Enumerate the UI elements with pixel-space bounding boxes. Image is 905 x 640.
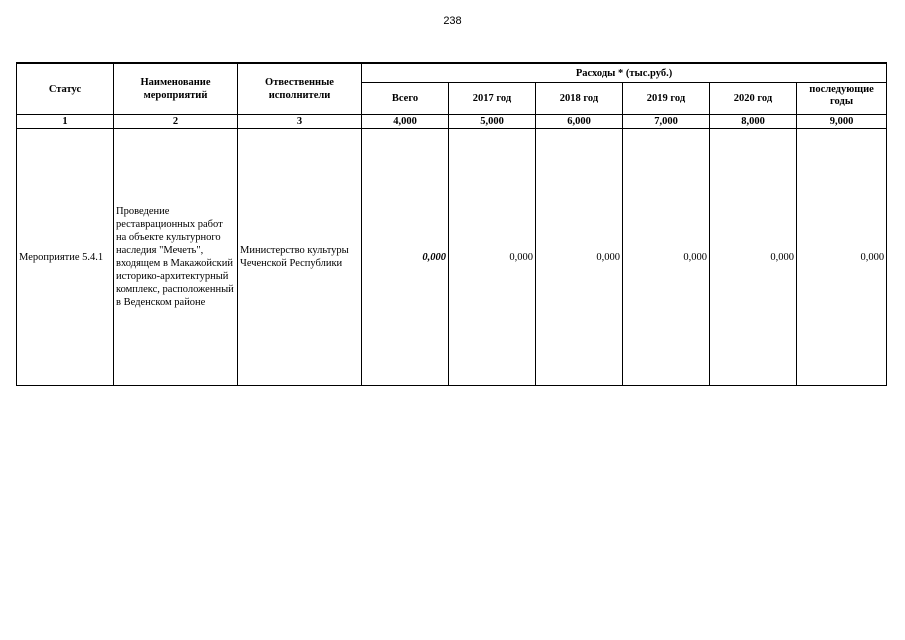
header-status: Статус xyxy=(17,63,114,115)
table-row xyxy=(17,129,887,386)
header-next-years-text: последующие годы xyxy=(809,83,874,107)
row-name: Проведение реставрационных работ на объекте культурного наследия "Мечеть", входящем в Макажойский историко-архитектурный комплекс, расположенный в Веденском районе xyxy=(114,129,238,386)
column-number: 1 xyxy=(17,115,114,129)
column-number: 8,000 xyxy=(710,115,797,129)
column-number: 6,000 xyxy=(536,115,623,129)
table-header xyxy=(17,63,887,115)
header-2019: 2019 год xyxy=(623,83,710,115)
row-next-years: 0,000 xyxy=(797,129,887,386)
column-number: 9,000 xyxy=(797,115,887,129)
column-number: 3 xyxy=(238,115,362,129)
column-number: 2 xyxy=(114,115,238,129)
column-number: 4,000 xyxy=(362,115,449,129)
page-number: 238 xyxy=(443,15,462,27)
header-2020: 2020 год xyxy=(710,83,797,115)
row-2019: 0,000 xyxy=(623,129,710,386)
header-2017: 2017 год xyxy=(449,83,536,115)
column-number: 7,000 xyxy=(623,115,710,129)
column-numbers-row xyxy=(17,115,887,129)
row-2020: 0,000 xyxy=(710,129,797,386)
row-total: 0,000 xyxy=(362,129,449,386)
header-name: Наименование мероприятий xyxy=(114,63,238,115)
header-2018: 2018 год xyxy=(536,83,623,115)
row-2018: 0,000 xyxy=(536,129,623,386)
expenses-table xyxy=(16,62,887,386)
header-next-years xyxy=(797,83,887,115)
row-status: Мероприятие 5.4.1 xyxy=(17,129,114,386)
column-number: 5,000 xyxy=(449,115,536,129)
header-total: Всего xyxy=(362,83,449,115)
header-expenses: Расходы * (тыс.руб.) xyxy=(362,63,887,83)
row-executor: Министерство культуры Чеченской Республики xyxy=(238,129,362,386)
row-2017: 0,000 xyxy=(449,129,536,386)
header-executors: Отвественные исполнители xyxy=(238,63,362,115)
